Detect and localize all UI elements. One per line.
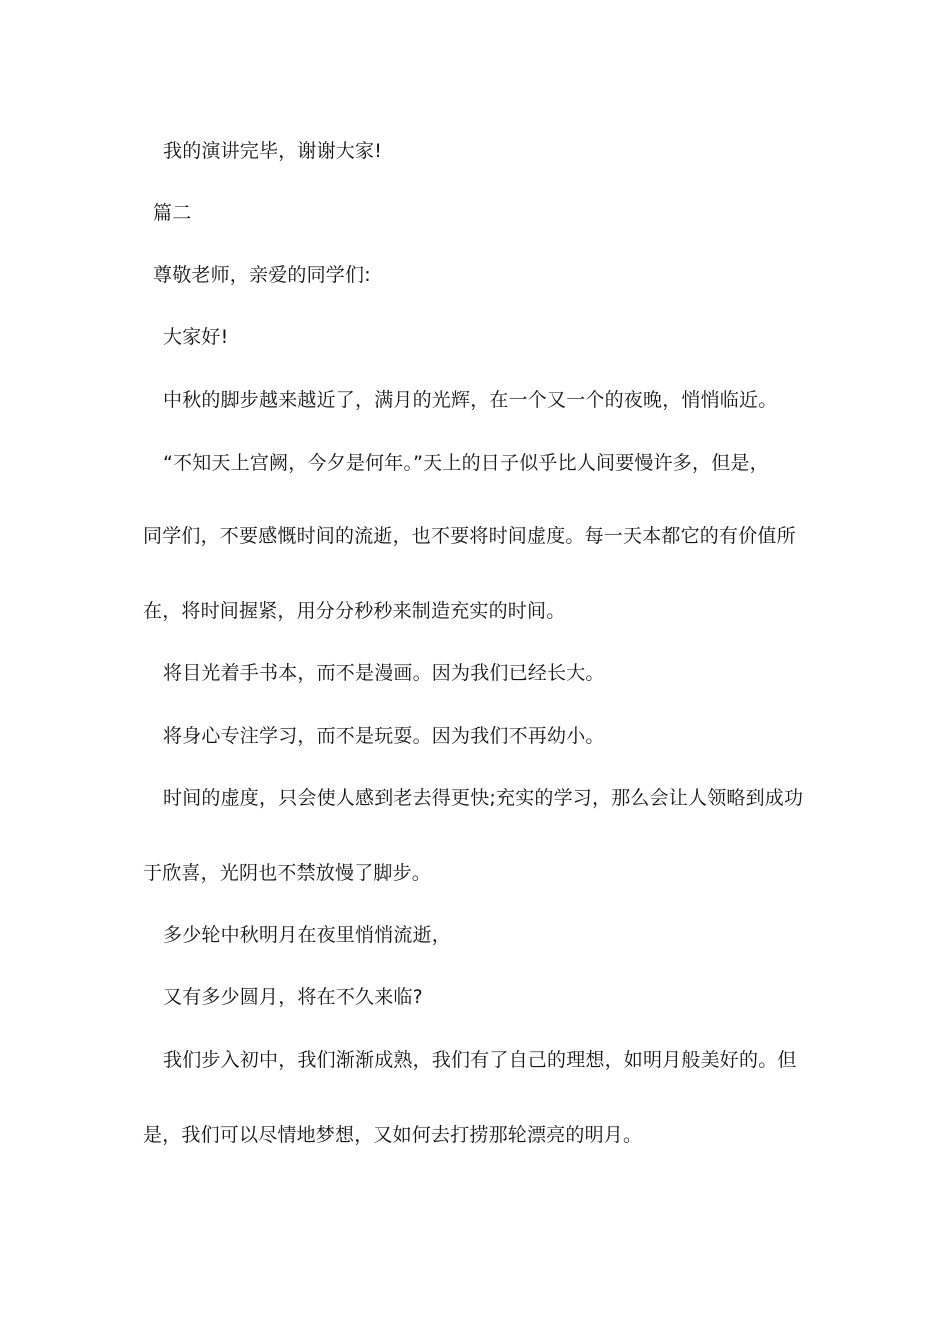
paragraph-line: 于欣喜，光阴也不禁放慢了脚步。 [143, 862, 432, 884]
paragraph-line: 在，将时间握紧，用分分秒秒来制造充实的时间。 [143, 600, 566, 622]
paragraph-line: 多少轮中秋明月在夜里悄悄流逝， [163, 924, 452, 946]
paragraph-line: 又有多少圆月，将在不久来临? [163, 986, 423, 1008]
paragraph-line: 同学们，不要感慨时间的流逝，也不要将时间虚度。每一天本都它的有价值所 [143, 525, 796, 547]
paragraph-line: 时间的虚度，只会使人感到老去得更快;充实的学习，那么会让人领略到成功 [163, 787, 804, 809]
section-heading: 篇二 [153, 202, 192, 224]
paragraph-line: 是，我们可以尽情地梦想，又如何去打捞那轮漂亮的明月。 [143, 1124, 643, 1146]
closing-line: 我的演讲完毕，谢谢大家! [163, 140, 383, 162]
greeting: 大家好! [163, 326, 229, 348]
paragraph-line: “不知天上宫阙，今夕是何年。”天上的日子似乎比人间要慢许多，但是， [163, 452, 769, 474]
paragraph-line: 中秋的脚步越来越近了，满月的光辉，在一个又一个的夜晚，悄悄临近。 [163, 389, 778, 411]
paragraph-line: 将身心专注学习，而不是玩耍。因为我们不再幼小。 [163, 725, 605, 747]
salutation: 尊敬老师，亲爱的同学们: [153, 264, 371, 286]
paragraph-line: 将目光着手书本，而不是漫画。因为我们已经长大。 [163, 662, 605, 684]
paragraph-line: 我们步入初中，我们渐渐成熟，我们有了自己的理想，如明月般美好的。但 [163, 1049, 797, 1071]
